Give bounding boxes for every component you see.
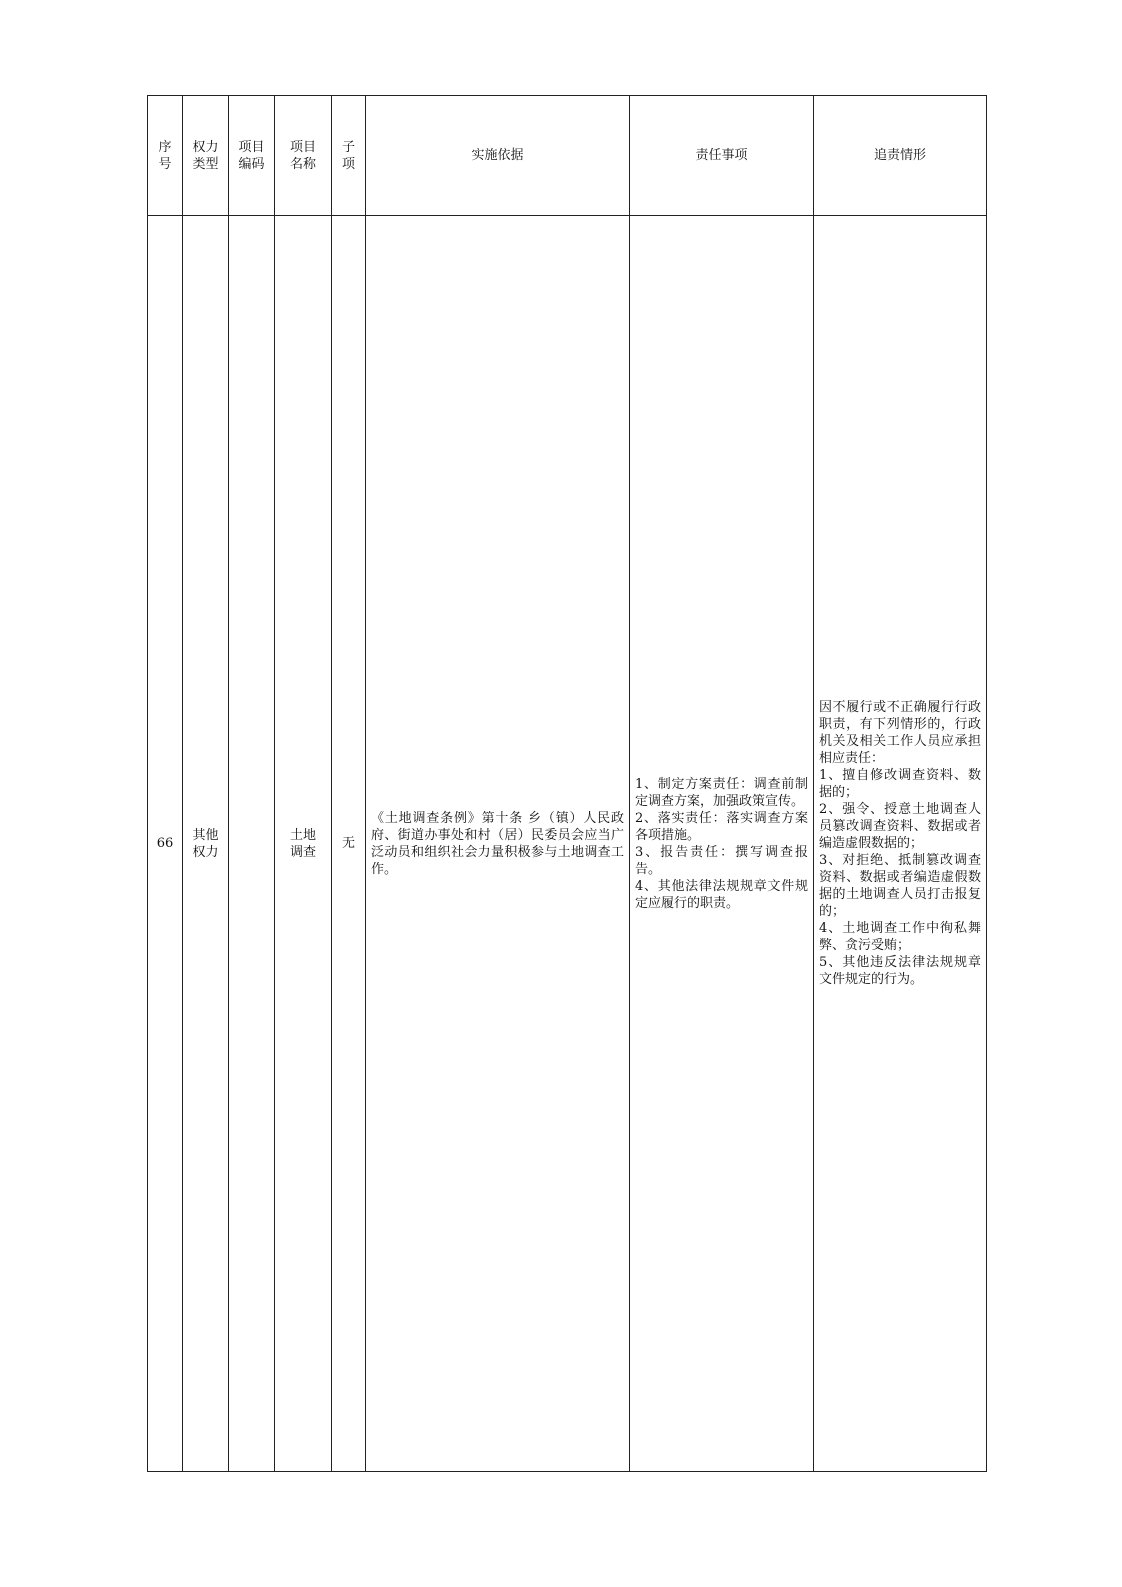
responsibility-table [147,95,987,1472]
cell-sub-item: 无 [332,216,366,1472]
header-item-name: 项目 名称 [275,96,332,216]
cell-power-type: 其他 权力 [183,216,229,1472]
header-item-code: 项目 编码 [229,96,275,216]
header-duties: 责任事项 [630,96,814,216]
cell-seq: 66 [148,216,183,1472]
table-row [148,216,987,1472]
header-accountability: 追责情形 [814,96,987,216]
header-sub-item: 子 项 [332,96,366,216]
cell-accountability: 因不履行或不正确履行行政职责，有下列情形的，行政机关及相关工作人员应承担相应责任： 1、擅自修改调查资料、数据的； 2、强令、授意土地调查人员篡改调查资料、数据或者编造虚假数据的； 3、对拒绝、抵制篡改调查资料、数据或者编造虚假数据的土地调查人员打击报复的； 4、土地调查工作中徇私舞弊、贪污受贿； 5、其他违反法律法规规章文件规定的行为。 [814,216,987,1472]
header-basis: 实施依据 [366,96,630,216]
cell-duties: 1、制定方案责任：调查前制定调查方案，加强政策宣传。 2、落实责任：落实调查方案各项措施。 3、报告责任：撰写调查报告。 4、其他法律法规规章文件规定应履行的职责。 [630,216,814,1472]
table-header-row [148,96,987,216]
cell-item-name: 土地 调查 [275,216,332,1472]
header-power-type: 权力 类型 [183,96,229,216]
cell-item-code [229,216,275,1472]
cell-basis: 《土地调查条例》第十条 乡（镇）人民政府、街道办事处和村（居）民委员会应当广泛动员和组织社会力量积极参与土地调查工作。 [366,216,630,1472]
header-seq: 序 号 [148,96,183,216]
